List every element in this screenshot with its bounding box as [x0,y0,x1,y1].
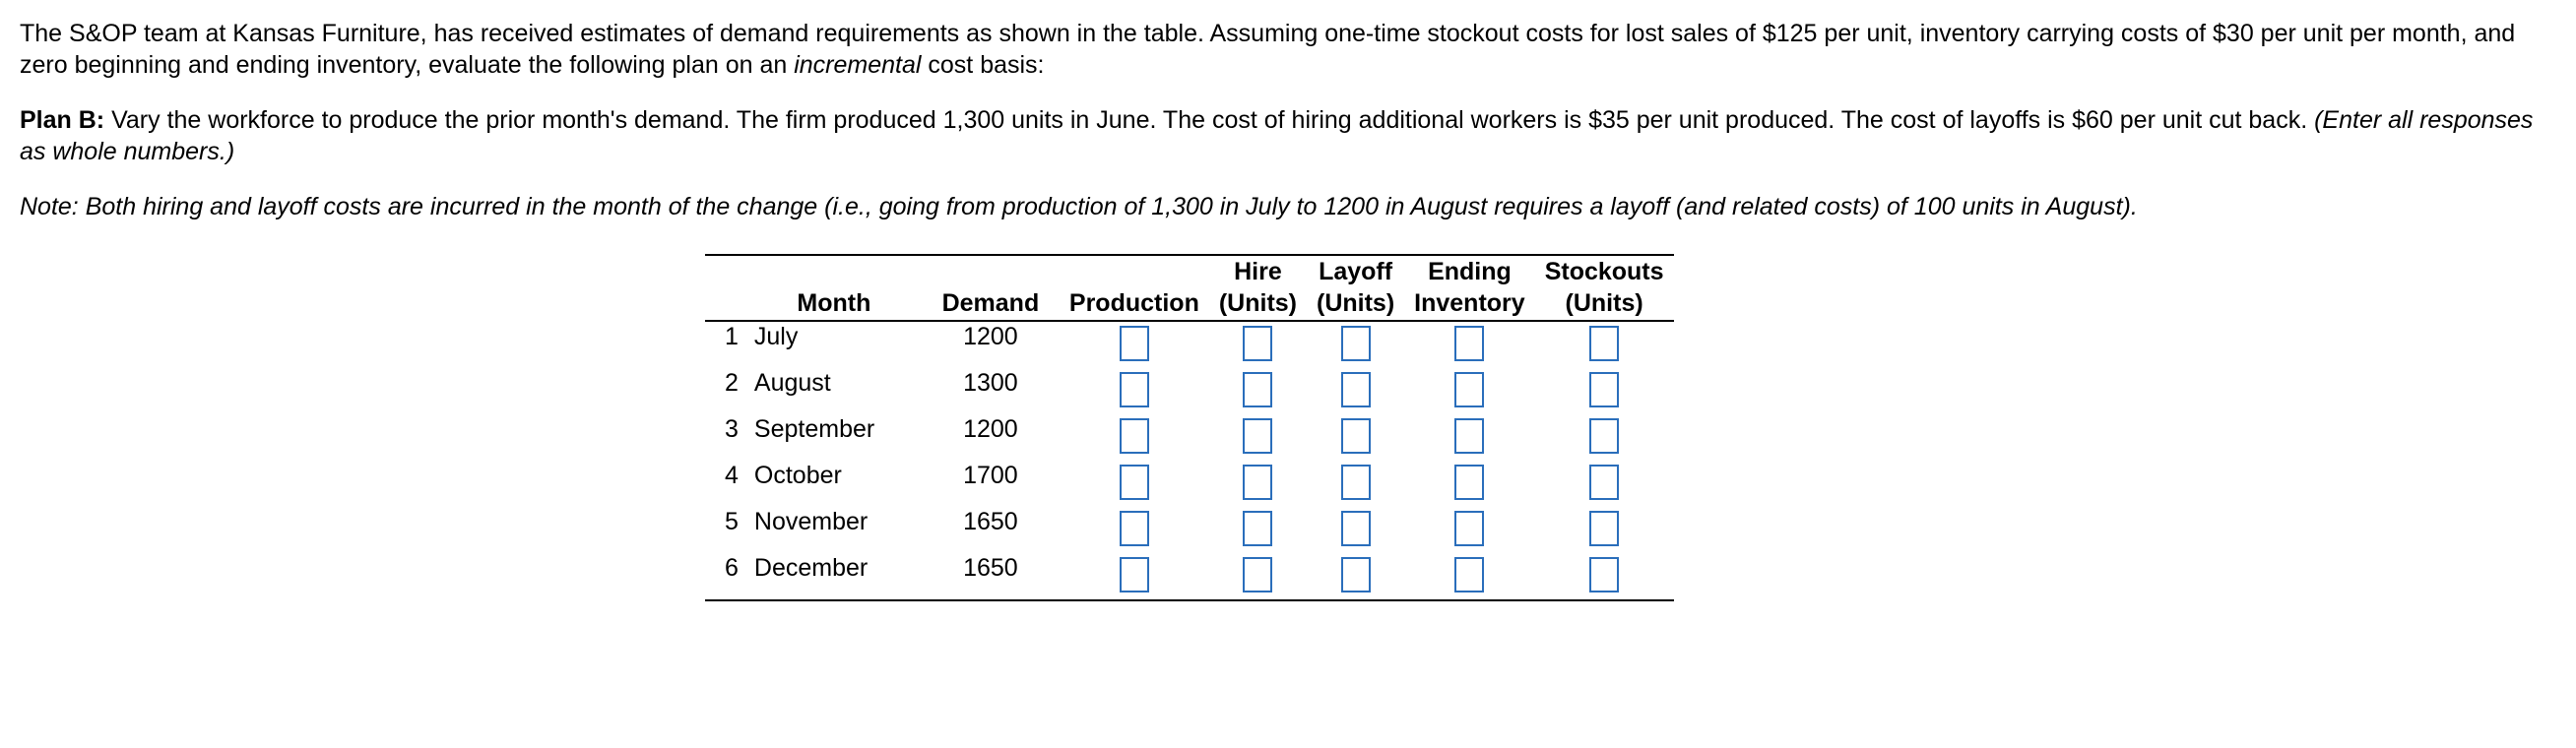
hire-cell [1209,507,1307,553]
intro-emphasis: incremental [794,51,922,79]
hire-input[interactable] [1243,511,1272,546]
stockouts-cell [1535,321,1674,368]
ending-inventory-cell [1404,414,1535,461]
table-row [705,368,1674,414]
ending-inventory-cell [1404,321,1535,368]
hire-input[interactable] [1243,326,1272,361]
production-input[interactable] [1120,511,1149,546]
demand-cell: 1650 [922,553,1060,600]
table-row [705,414,1674,461]
stockouts-input[interactable] [1589,465,1619,500]
stockouts-cell [1535,414,1674,461]
ending-inventory-input[interactable] [1454,511,1484,546]
note-paragraph [20,191,2541,222]
ending-inventory-cell [1404,553,1535,600]
row-number: 3 [725,415,739,443]
stockouts-input[interactable] [1589,418,1619,454]
stockouts-input[interactable] [1589,372,1619,407]
layoff-input[interactable] [1341,557,1371,592]
intro-paragraph [20,18,2541,81]
ending-inventory-input[interactable] [1454,465,1484,500]
stockouts-input[interactable] [1589,557,1619,592]
header-row-number [705,255,746,321]
row-number: 1 [725,323,739,350]
table-row [705,553,1674,600]
row-number: 5 [725,508,739,535]
table-row [705,507,1674,553]
production-cell [1060,414,1209,461]
stockouts-input[interactable] [1589,511,1619,546]
month-cell: December [746,553,922,600]
ending-inventory-cell [1404,368,1535,414]
stockouts-cell [1535,553,1674,600]
month-cell: July [753,323,799,350]
problem-content [20,18,2541,246]
plan-label: Plan B: [20,106,105,134]
hire-cell [1209,553,1307,600]
intro-text-end: cost basis: [921,51,1045,79]
month-cell: November [753,508,869,535]
demand-cell: 1200 [963,323,1018,350]
layoff-input[interactable] [1341,372,1371,407]
layoff-input[interactable] [1341,418,1371,454]
layoff-cell [1307,461,1404,507]
header-ending-inventory: Ending Inventory [1404,255,1535,321]
ending-inventory-cell [1404,461,1535,507]
layoff-input[interactable] [1341,465,1371,500]
demand-cell: 1300 [963,369,1018,397]
plan-table [705,254,1674,601]
layoff-cell [1307,553,1404,600]
hire-input[interactable] [1243,465,1272,500]
row-number: 2 [725,369,739,397]
hire-input[interactable] [1243,418,1272,454]
layoff-input[interactable] [1341,326,1371,361]
production-cell [1060,553,1209,600]
plan-instruction: (Enter all responses as whole numbers.) [20,106,2534,165]
production-input[interactable] [1120,418,1149,454]
demand-cell: 1200 [963,415,1018,443]
production-cell [1060,368,1209,414]
layoff-input[interactable] [1341,511,1371,546]
header-production: Production [1060,255,1209,321]
header-layoff: Layoff (Units) [1307,255,1404,321]
production-input[interactable] [1120,465,1149,500]
header-stockouts: Stockouts (Units) [1535,255,1674,321]
plan-text: Vary the workforce to produce the prior month's demand. The firm produced 1,300 units in June. The cost of hiring additional workers is $35 per unit produced. The cost of layoffs is $60 per unit cut back. [104,106,2315,134]
table-row [705,461,1674,507]
production-input[interactable] [1120,372,1149,407]
demand-cell: 1650 [963,508,1018,535]
layoff-cell [1307,507,1404,553]
ending-inventory-cell [1404,507,1535,553]
layoff-cell [1307,321,1404,368]
month-cell: October [753,462,842,489]
production-cell [1060,461,1209,507]
note-text: Note: Both hiring and layoff costs are incurred in the month of the change (i.e., going from production of 1,300 in July to 1200 in August requires a layoff (and related costs) of 100 units in August). [20,193,2138,220]
ending-inventory-input[interactable] [1454,418,1484,454]
hire-cell [1209,414,1307,461]
header-hire: Hire (Units) [1209,255,1307,321]
row-number: 4 [725,462,739,489]
demand-cell: 1700 [963,462,1018,489]
hire-cell [1209,368,1307,414]
ending-inventory-input[interactable] [1454,326,1484,361]
row-number: 6 [705,553,746,600]
production-input[interactable] [1120,326,1149,361]
table-header-row [705,255,1674,321]
hire-cell [1209,321,1307,368]
hire-input[interactable] [1243,557,1272,592]
month-cell: August [753,369,831,397]
hire-cell [1209,461,1307,507]
intro-text: The S&OP team at Kansas Furniture, has received estimates of demand requirements as shown in the table. Assuming one-time stockout costs for lost sales of $125 per unit, inventory carrying costs of $30 per unit per month, and zero beginning and ending inventory, evaluate the following plan on an [20,20,2516,79]
stockouts-cell [1535,461,1674,507]
hire-input[interactable] [1243,372,1272,407]
month-cell: September [753,415,875,443]
plan-table-wrapper [705,254,1674,601]
table-row [705,321,1674,368]
production-input[interactable] [1120,557,1149,592]
stockouts-cell [1535,507,1674,553]
layoff-cell [1307,368,1404,414]
production-cell [1060,321,1209,368]
header-month: Month [746,255,922,321]
stockouts-input[interactable] [1589,326,1619,361]
production-cell [1060,507,1209,553]
ending-inventory-input[interactable] [1454,557,1484,592]
plan-paragraph [20,104,2541,167]
ending-inventory-input[interactable] [1454,372,1484,407]
header-demand: Demand [922,255,1060,321]
stockouts-cell [1535,368,1674,414]
layoff-cell [1307,414,1404,461]
